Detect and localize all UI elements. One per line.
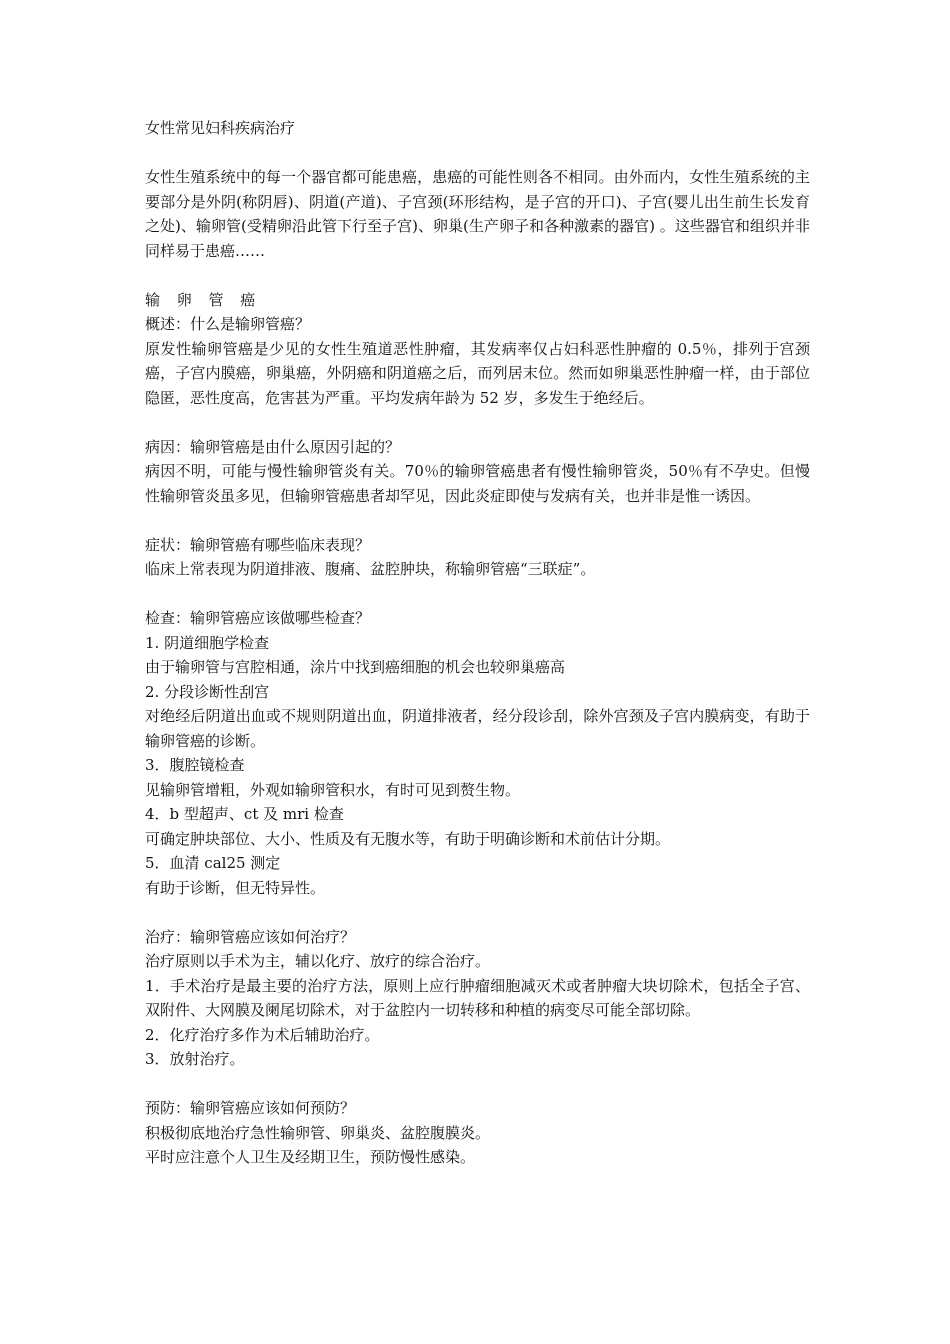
symptoms-question: 症状：输卵管癌有哪些临床表现？ [145, 535, 371, 554]
spacer [145, 141, 810, 166]
symptoms-answer: 临床上常表现为阴道排液、腹痛、盆腔肿块，称输卵管癌“三联症”。 [145, 560, 596, 578]
overview-answer: 原发性输卵管癌是少见的女性生殖道恶性肿瘤，其发病率仅占妇科恶性肿瘤的 0.5％，排列于宫颈癌，子宫内膜癌，卵巢癌，外阴癌和阴道癌之后，而列居末位。然而如卵巢恶性肿瘤一样，由于部位隐匿，恶性度高，危害甚为严重。平均发病年龄为 52 岁，多发生于绝经后。 [145, 339, 810, 407]
exam-item-text: 有助于诊断，但无特异性。 [145, 878, 326, 897]
exams-question: 检查：输卵管癌应该做哪些检查？ [145, 609, 371, 627]
treatment-item: 2．化疗治疗多作为术后辅助治疗。 [145, 1025, 380, 1044]
exam-item-text: 对绝经后阴道出血或不规则阴道出血，阴道排液者，经分段诊刮，除外宫颈及子宫内膜病变，有助于输卵管癌的诊断。 [145, 707, 810, 750]
prevention-question: 预防：输卵管癌应该如何预防？ [145, 1099, 356, 1117]
spacer [145, 263, 810, 288]
document-page [145, 116, 810, 1170]
exam-item-text: 由于输卵管与宫腔相通，涂片中找到癌细胞的机会也较卵巢癌高 [145, 658, 566, 676]
prevention-line: 积极彻底地治疗急性输卵管、卵巢炎、盆腔腹膜炎。 [145, 1123, 491, 1142]
treatment-principle: 治疗原则以手术为主，辅以化疗、放疗的综合治疗。 [145, 952, 491, 970]
spacer [145, 582, 810, 607]
exam-item-label: 1. 阴道细胞学检查 [145, 633, 270, 652]
spacer [145, 508, 810, 533]
exam-item-label: 5．血清 cal25 测定 [145, 854, 281, 872]
exam-item-label: 4．b 型超声、ct 及 mri 检查 [145, 805, 344, 823]
spacer [145, 1072, 810, 1097]
treatment-question: 治疗：输卵管癌应该如何治疗？ [145, 927, 356, 946]
exam-item-label: 3．腹腔镜检查 [145, 756, 245, 774]
exam-item-label: 2. 分段诊断性刮宫 [145, 682, 270, 701]
document-title: 女性常见妇科疾病治疗 [145, 119, 296, 137]
cause-question: 病因：输卵管癌是由什么原因引起的？ [145, 437, 401, 456]
section-title: 输 卵 管 癌 [145, 290, 262, 309]
spacer [145, 410, 810, 435]
exam-item-text: 见输卵管增粗，外观如输卵管积水，有时可见到赘生物。 [145, 780, 521, 799]
exam-item-text: 可确定肿块部位、大小、性质及有无腹水等，有助于明确诊断和术前估计分期。 [145, 829, 671, 848]
treatment-item: 1．手术治疗是最主要的治疗方法，原则上应行肿瘤细胞减灭术或者肿瘤大块切除术，包括全子宫、双附件、大网膜及阑尾切除术，对于盆腔内一切转移和种植的病变尽可能全部切除。 [145, 976, 810, 1019]
cause-answer: 病因不明，可能与慢性输卵管炎有关。70％的输卵管癌患者有慢性输卵管炎，50％有不孕史。但慢性输卵管炎虽多见，但输卵管癌患者却罕见，因此炎症即使与发病有关，也并非是惟一诱因。 [145, 462, 810, 505]
intro-paragraph: 女性生殖系统中的每一个器官都可能患癌，患癌的可能性则各不相同。由外而内，女性生殖系统的主要部分是外阴(称阴唇)、阴道(产道)、子宫颈(环形结构，是子宫的开口)、子宫(婴儿出生前生长发育之处)、输卵管(受精卵沿此管下行至子宫)、卵巢(生产卵子和各种激素的器官) 。这些器官和组织并非同样易于患癌…… [145, 168, 810, 260]
overview-question: 概述：什么是输卵管癌？ [145, 315, 311, 333]
spacer [145, 900, 810, 925]
treatment-item: 3．放射治疗。 [145, 1050, 245, 1068]
prevention-line: 平时应注意个人卫生及经期卫生，预防慢性感染。 [145, 1148, 476, 1166]
